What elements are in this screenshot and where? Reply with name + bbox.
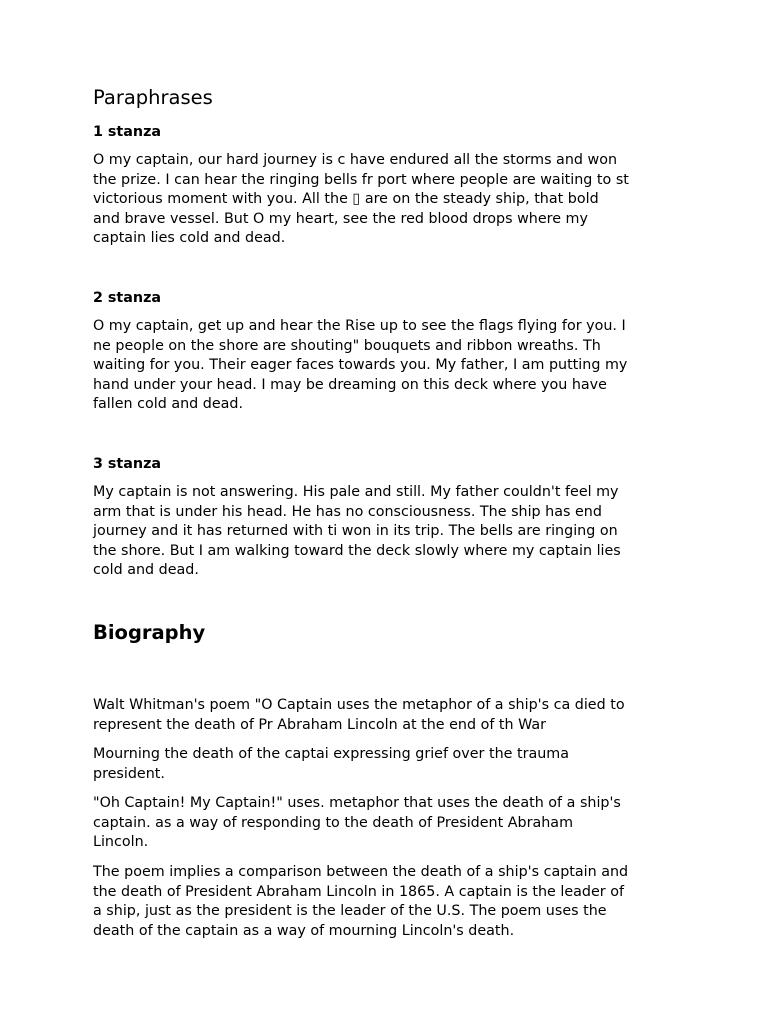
stanza-3-heading: 3 stanza (93, 455, 162, 472)
text-line: ne people on the shore are shouting" bouquets and ribbon wreaths. Th (93, 337, 601, 354)
text-line: Walt Whitman's poem "O Captain uses the metaphor of a ship's ca died to (93, 696, 625, 713)
text-line: captain. as a way of responding to the death of President Abraham (93, 814, 573, 831)
text-line: the prize. I can hear the ringing bells fr port where people are waiting to st (93, 171, 629, 188)
text-line: president. (93, 765, 165, 782)
text-line: represent the death of Pr Abraham Lincoln at the end of th War (93, 716, 546, 733)
text-line: the shore. But I am walking toward the deck slowly where my captain lies (93, 542, 621, 559)
text-line: O my captain, our hard journey is c have endured all the storms and won (93, 152, 618, 168)
text-line: cold and dead. (93, 562, 199, 579)
biography-paragraph-1 (93, 696, 683, 735)
text-line: The poem implies a comparison between the death of a ship's captain and (93, 864, 629, 881)
text-line: and brave vessel. But O my heart, see the red blood drops where my (93, 210, 588, 227)
stanza-2-text (93, 317, 683, 415)
text-line: victorious moment with you. All the ▯ are on the steady ship, that bold (93, 191, 599, 208)
text-line: waiting for you. Their eager faces towards you. My father, I am putting my (93, 357, 628, 374)
stanza-3-text (93, 483, 683, 581)
stanza-1-heading: 1 stanza (93, 124, 162, 140)
paraphrases-heading: Paraphrases (93, 86, 213, 109)
document-page (93, 84, 683, 951)
stanza-1-text (93, 151, 683, 249)
text-line: fallen cold and dead. (93, 396, 244, 413)
text-line: My captain is not answering. His pale and still. My father couldn't feel my (93, 483, 619, 500)
text-line: Mourning the death of the captai expressing grief over the trauma (93, 746, 569, 763)
text-line: the death of President Abraham Lincoln in 1865. A captain is the leader of (93, 883, 624, 900)
text-line: hand under your head. I may be dreaming on this deck where you have (93, 376, 607, 393)
text-line: O my captain, get up and hear the Rise up to see the flags flying for you. I (93, 317, 626, 334)
stanza-3 (93, 454, 683, 581)
stanza-2 (93, 288, 683, 415)
text-line: "Oh Captain! My Captain!" uses. metaphor that uses the death of a ship's (93, 795, 621, 812)
text-line: arm that is under his head. He has no consciousness. The ship has end (93, 503, 602, 520)
text-line: death of the captain as a way of mourning Lincoln's death. (93, 922, 515, 939)
stanza-1 (93, 122, 683, 249)
biography-paragraph-3 (93, 794, 683, 853)
biography-heading: Biography (93, 620, 206, 644)
text-line: Lincoln. (93, 834, 149, 851)
text-line: captain lies cold and dead. (93, 230, 286, 247)
biography-paragraph-4 (93, 863, 683, 941)
biography-paragraph-2 (93, 745, 683, 784)
stanza-2-heading: 2 stanza (93, 289, 162, 306)
biography-header (93, 619, 683, 647)
text-line: journey and it has returned with ti won in its trip. The bells are ringing on (93, 523, 618, 540)
text-line: a ship, just as the president is the leader of the U.S. The poem uses the (93, 903, 607, 920)
